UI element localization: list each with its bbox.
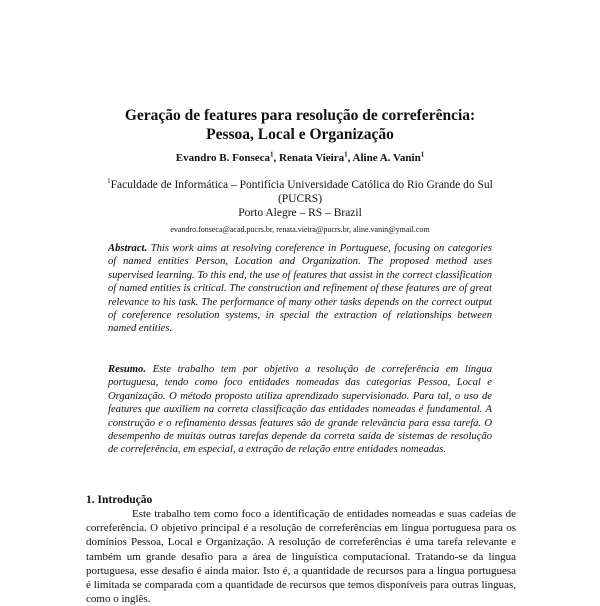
- abstract-label: Abstract.: [108, 243, 148, 254]
- abstract: [108, 242, 492, 336]
- author-2-affil-mark: 1: [344, 150, 348, 159]
- title-line-1: Geração de features para resolução de correferência:: [124, 107, 476, 124]
- resumo-text: Este trabalho tem por objetivo a resolução de correferência em língua portuguesa, tendo como foco entidades nomeadas das categorias Pessoa, Local e Organização. O método proposto utiliza aprendizado supervisionado. Para tal, o uso de features que auxiliem na correta classificação das entidades nomeadas é fundamental. A construção e o refinamento dessas features são de grande relevância para essa tarefa. O desempenho de muitas outras tarefas depende da correta saída de sistemas de resolução de correferência, em especial, a extração de relação entre entidades nomeadas.: [108, 364, 492, 456]
- author-list: Evandro B. Fonseca$^1$, Renata Vieira$^1$, Aline A. Vanin$^1$: [175, 150, 425, 164]
- section-heading: 1. Introdução: [86, 494, 153, 506]
- resumo-label: Resumo.: [108, 364, 146, 375]
- author-3-affil-mark: 1: [420, 150, 425, 159]
- resumo: [108, 363, 492, 457]
- author-emails: evandro.fonseca@acad.pucrs.br, renata.vieira@pucrs.br, aline.vanin@ymail.com: [170, 225, 430, 234]
- author-2: Renata Vieira: [279, 152, 345, 164]
- section-body: Este trabalho tem como foco a identificação de entidades nomeadas e suas cadeias de correferência. O objetivo principal é a resolução de correferências em língua portuguesa para os domínios Pessoa, Local e Organização. A resolução de correferências é uma tarefa relevante e também um grande desafio para a área de linguística computacional. Tratando-se da língua portuguesa, esse desafio é ainda maior. Isto é, a quantidade de recursos para a língua portuguesa é limitada se comparada com a quantidade de recursos que temos disponíveis para outras línguas, como o inglês.: [86, 508, 516, 606]
- affiliation: [60, 178, 540, 220]
- author-1-affil-mark: 1: [270, 150, 274, 159]
- paper-title: [60, 106, 540, 144]
- title-line-2: Pessoa, Local e Organização: [206, 126, 394, 143]
- abstract-text: This work aims at resolving coreference in Portuguese, focusing on categories of named entities Person, Location and Organization. The proposed method uses supervised learning. To this end, the use of features that assist in the correct classification of named entities is critical. The construction and refinement of these features are of great relevance to his task. The performance of many other tasks depends on the correct output of coreference resolution systems, in special the extraction of relationships between named entities.: [108, 243, 492, 335]
- affiliation-line-2: (PUCRS): [277, 193, 323, 205]
- affiliation-mark: 1: [107, 177, 111, 186]
- author-3: Aline A. Vanin: [352, 152, 421, 164]
- affiliation-institution: Faculdade de Informática – Pontifícia Universidade Católica do Rio Grande do Sul: [110, 179, 493, 191]
- affiliation-line-1: [60, 178, 540, 192]
- affiliation-line-3: Porto Alegre – RS – Brazil: [238, 207, 362, 219]
- author-1: Evandro B. Fonseca: [175, 152, 271, 164]
